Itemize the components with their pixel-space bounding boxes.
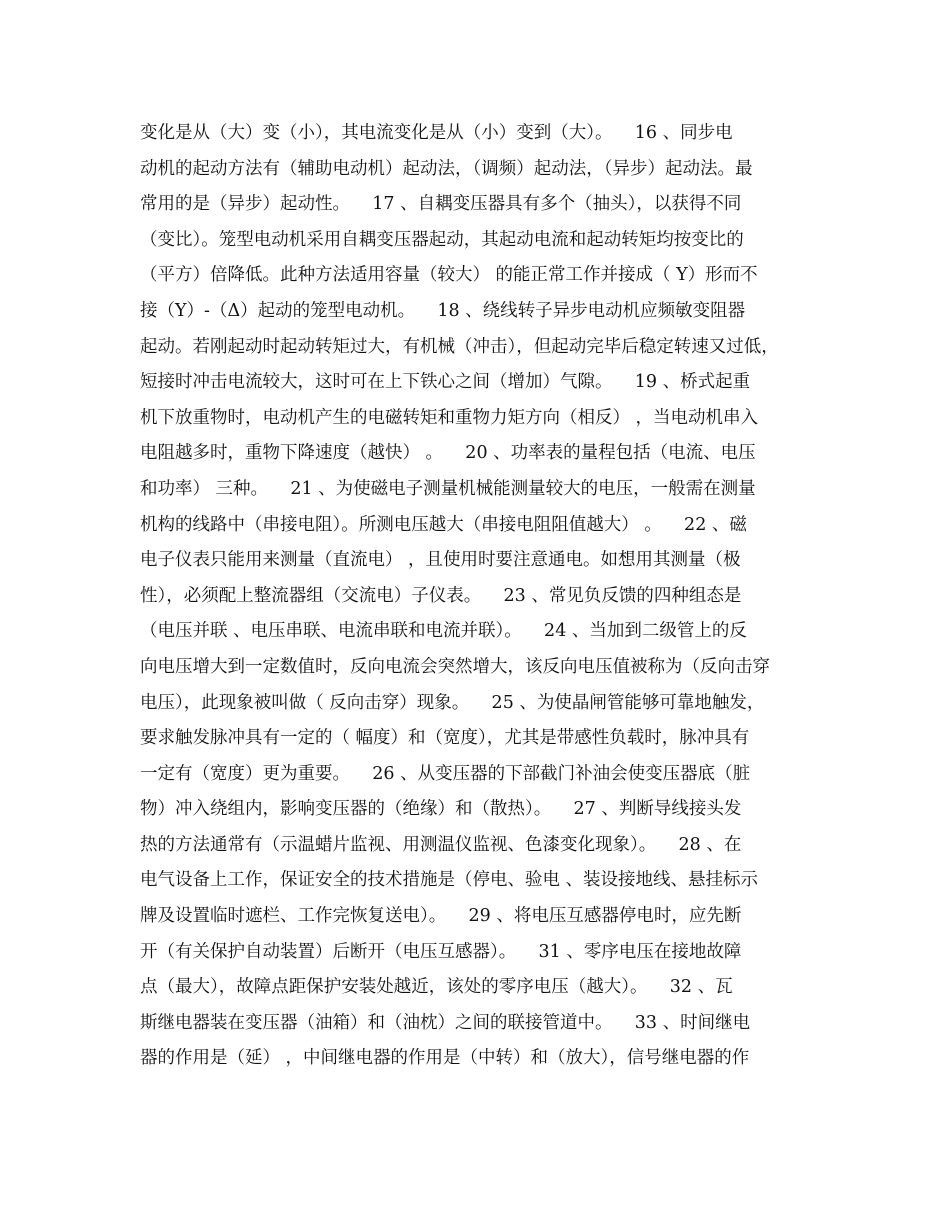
body-text xyxy=(140,116,820,1077)
text-line-25: 点（最大），故障点距保护安装处越近，该处的零序电压（越大）。 32 、瓦 xyxy=(140,977,733,998)
text-line-15: （电压并联 、电压串联、电流串联和电流并联）。 24 、当加到二级管上的反 xyxy=(140,621,747,642)
text-line-19: 一定有（宽度）更为重要。 26 、从变压器的下部截门补油会使变压器底（脏 xyxy=(140,763,751,784)
text-line-23: 牌及设置临时遮栏、工作完恢复送电）。 29 、将电压互感器停电时，应先断 xyxy=(140,906,742,927)
text-line-7: 起动。若刚起动时起动转矩过大，有机械（冲击），但起动完毕后稳定转速又过低， xyxy=(140,336,779,357)
text-line-6: 接（Y）-（Δ）起动的笼型电动机。 18 、绕线转子异步电动机应频敏变阻器 xyxy=(140,300,746,321)
text-line-11: 和功率） 三种。 21 、为使磁电子测量机械能测量较大的电压，一般需在测量 xyxy=(140,478,756,499)
text-line-13: 电子仪表只能用来测量（直流电） ，且使用时要注意通电。如想用其测量（极 xyxy=(140,550,741,571)
text-line-1: 变化是从（大）变（小），其电流变化是从（小）变到（大）。 16 、同步电 xyxy=(140,123,733,143)
text-line-2: 动机的起动方法有（辅助电动机）起动法，（调频）起动法，（异步）起动法。最 xyxy=(140,158,753,179)
text-line-14: 性），必须配上整流器组（交流电）子仪表。 23 、常见负反馈的四种组态是 xyxy=(140,585,742,606)
text-line-22: 电气设备上工作，保证安全的技术措施是（停电、验电 、装设接地线、悬挂标示 xyxy=(140,870,759,891)
text-line-17: 电压），此现象被叫做（ 反向击穿）现象。 25 、为使晶闸管能够可靠地触发， xyxy=(140,692,765,713)
text-line-16: 向电压增大到一定数值时，反向电流会突然增大，该反向电压值被称为（反向击穿 xyxy=(140,656,770,677)
text-line-5: （平方）倍降低。此种方法适用容量（较大） 的能正常工作并接成（ Y）形而不 xyxy=(140,265,758,286)
text-line-26: 斯继电器装在变压器（油箱）和（油枕）之间的联接管道中。 33 、时间继电 xyxy=(140,1012,751,1033)
text-line-4: （变比）。笼型电动机采用自耦变压器起动，其起动电流和起动转矩均按变比的 xyxy=(140,229,744,250)
text-line-8: 短接时冲击电流较大，这时可在上下铁心之间（增加）气隙。 19 、桥式起重 xyxy=(140,372,751,393)
text-line-24: 开（有关保护自动装置）后断开（电压互感器）。 31 、零序电压在接地故障 xyxy=(140,941,742,962)
text-line-27: 器的作用是（延） ，中间继电器的作用是（中转）和（放大），信号继电器的作 xyxy=(140,1048,750,1069)
text-line-3: 常用的是（异步）起动性。 17 、自耦变压器具有多个（抽头），以获得不同 xyxy=(140,194,742,215)
text-line-21: 热的方法通常有（示温蜡片监视、用测温仪监视、色漆变化现象）。 28 、在 xyxy=(140,834,742,855)
text-line-10: 电阻越多时，重物下降速度（越快） 。 20 、功率表的量程包括（电流、电压 xyxy=(140,443,756,464)
text-line-12: 机构的线路中（串接电阻）。所测电压越大（串接电阻阻值越大） 。 22 、磁 xyxy=(140,514,747,535)
text-line-9: 机下放重物时，电动机产生的电磁转矩和重物力矩方向（相反） ，当电动机串入 xyxy=(140,407,759,428)
text-line-18: 要求触发脉冲具有一定的（ 幅度）和（宽度），尤其是带感性负载时，脉冲具有 xyxy=(140,728,750,749)
text-line-20: 物）冲入绕组内，影响变压器的（绝缘）和（散热）。 27 、判断导线接头发 xyxy=(140,799,742,820)
